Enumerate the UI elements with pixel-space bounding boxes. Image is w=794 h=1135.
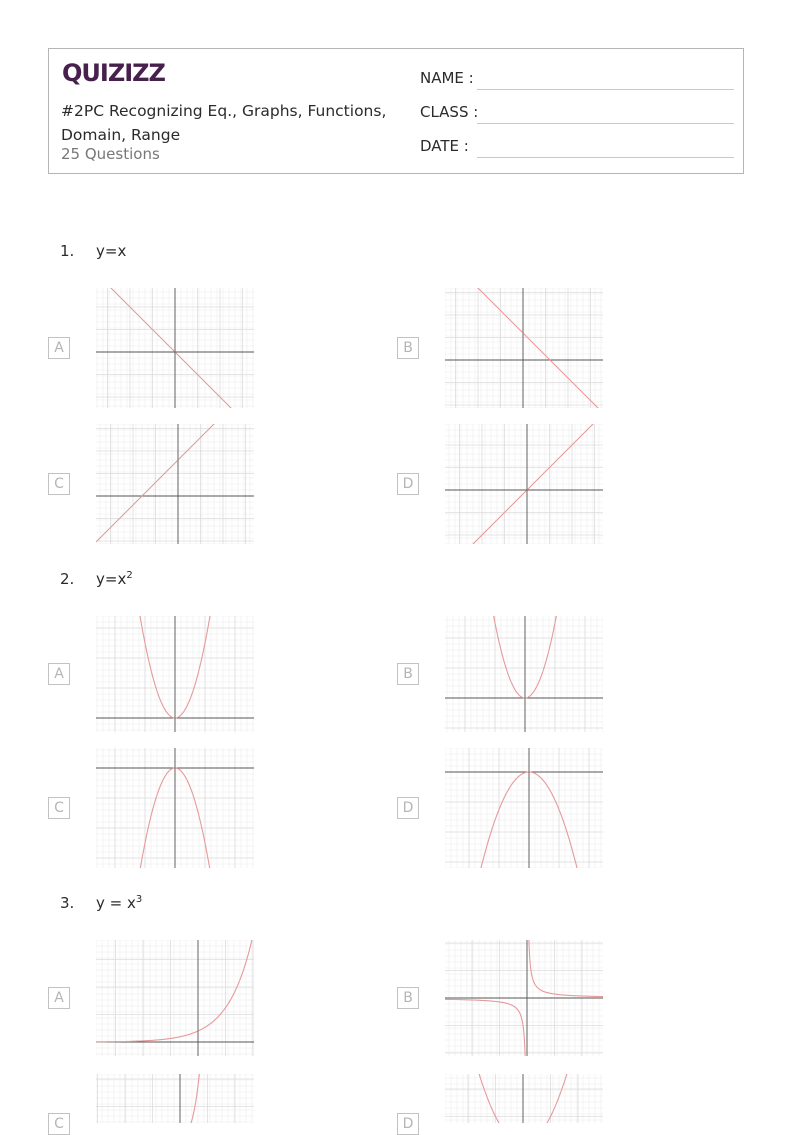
question-text: $y=x^2$ [96, 570, 133, 588]
graph-q1-b [445, 288, 603, 408]
option-box[interactable]: D [397, 1113, 419, 1135]
name-label: NAME : [420, 69, 474, 87]
question-count: 25 Questions [61, 145, 160, 163]
date-line[interactable] [477, 157, 734, 158]
graph-q3-d [445, 1074, 603, 1123]
graph-q1-c [96, 424, 254, 544]
name-line[interactable] [477, 89, 734, 90]
graph-q1-d [445, 424, 603, 544]
graph-q2-a [96, 616, 254, 732]
graph-q3-b [445, 940, 603, 1056]
graph-q1-a [96, 288, 254, 408]
graph-q2-d [445, 748, 603, 868]
worksheet-header [48, 48, 744, 174]
option-box[interactable]: A [48, 337, 70, 359]
graph-q3-c [96, 1074, 254, 1123]
option-box[interactable]: C [48, 1113, 70, 1135]
option-box[interactable]: D [397, 473, 419, 495]
option-box[interactable]: D [397, 797, 419, 819]
option-box[interactable]: A [48, 987, 70, 1009]
option-box[interactable]: B [397, 663, 419, 685]
question-text: $y = x^3$ [96, 894, 143, 912]
graph-q3-a [96, 940, 254, 1056]
option-box[interactable]: B [397, 337, 419, 359]
option-box[interactable]: A [48, 663, 70, 685]
option-box[interactable]: B [397, 987, 419, 1009]
graph-q2-b [445, 616, 603, 732]
class-label: CLASS : [420, 103, 479, 121]
option-box[interactable]: C [48, 797, 70, 819]
option-box[interactable]: C [48, 473, 70, 495]
name-field[interactable] [420, 69, 734, 91]
graph-q3-c-curve [164, 1074, 204, 1123]
graph-q2-c [96, 748, 254, 868]
logo-text: QUIZIZZ [62, 59, 165, 87]
question-number: 3. [60, 894, 75, 912]
question-number: 2. [60, 570, 75, 588]
question-text: y=x [96, 242, 127, 260]
worksheet-title: #2PC Recognizing Eq., Graphs, Functions, Domain, Range [61, 102, 387, 144]
graph-q3-a-curve [96, 940, 254, 1042]
quizizz-logo [62, 59, 165, 87]
class-line[interactable] [477, 123, 734, 124]
date-label: DATE : [420, 137, 469, 155]
question-number: 1. [60, 242, 75, 260]
class-field[interactable] [420, 103, 734, 125]
date-field[interactable] [420, 137, 734, 159]
